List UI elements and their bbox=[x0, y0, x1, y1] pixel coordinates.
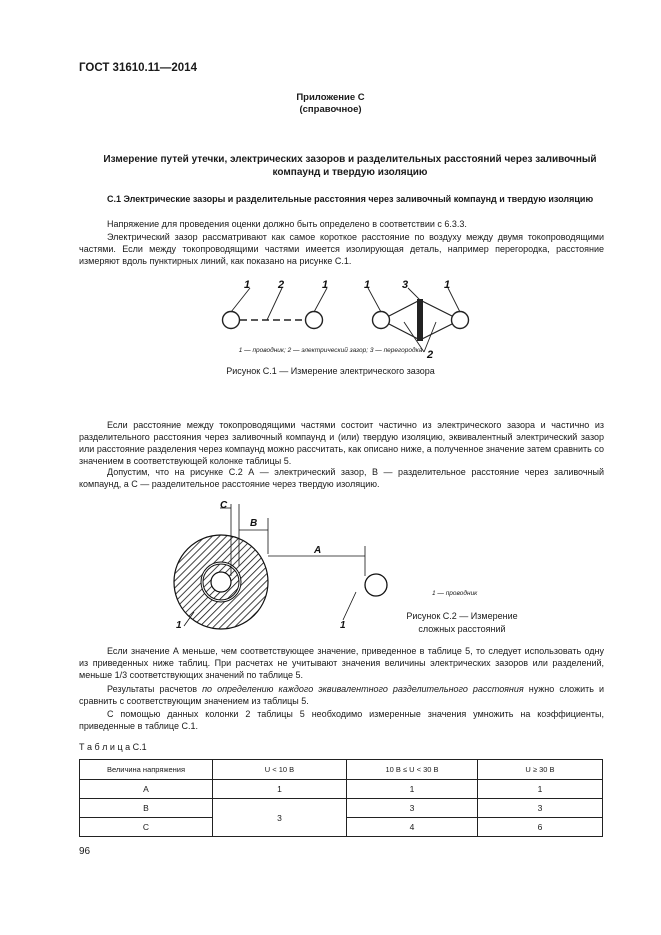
label-c: С bbox=[220, 500, 228, 511]
figure-c1-caption: Рисунок С.1 — Измерение электрического зазора bbox=[226, 366, 435, 376]
paragraph-2: Электрический зазор рассматривают как самое короткое расстояние по воздуху между двумя токопроводящими частями. Если между токопроводящими частями имеется изолирующая деталь, например перегородка, расстояние измеряют вдоль пунктирных линий, как показано на рисунке С.1. bbox=[79, 232, 604, 266]
table-cell-merged: 3 bbox=[213, 799, 347, 837]
table-header: U ≥ 30 В bbox=[478, 760, 603, 780]
figure-c1-legend: 1 — проводник; 2 — электрический зазор; 3 — перегородка bbox=[238, 347, 423, 354]
label-a: А bbox=[314, 545, 322, 556]
inner-conductor bbox=[211, 572, 231, 592]
paragraph-6-end: нужно сложить и сравнить с соответствующим значением из таблицы 5. bbox=[79, 684, 604, 706]
table-header: U < 10 В bbox=[213, 760, 347, 780]
table-cell: 1 bbox=[347, 780, 478, 799]
document-header: ГОСТ 31610.11—2014 bbox=[79, 62, 197, 74]
conductor-left bbox=[223, 312, 240, 329]
paragraph-5: Если значение А меньше, чем соответствующее значение, приведенное в таблице 5, то следует использовать одну из приведенных ниже таблиц. При расчетах не учитывают значения величины электрических зазоров или разделений, меньше 1/3 соответствующих значений по таблице 5. bbox=[79, 646, 604, 680]
table-header: 10 В ≤ U < 30 В bbox=[347, 760, 478, 780]
table-cell: 1 bbox=[213, 780, 347, 799]
paragraph-7: С помощью данных колонки 2 таблицы 5 необходимо измеренные значения умножить на коэффициенты, приведенные в таблице С.1. bbox=[79, 709, 604, 731]
table-cell: С bbox=[80, 818, 213, 837]
table-cell: 3 bbox=[478, 799, 603, 818]
table-header: Величина напряжения bbox=[80, 760, 213, 780]
label-1a: 1 bbox=[176, 620, 182, 631]
page-number: 96 bbox=[79, 846, 91, 857]
table-cell: В bbox=[80, 799, 213, 818]
paragraph-3: Если расстояние между токопроводящими частями состоит частично из электрического зазора и частично из разделительного расстояния через заливочный компаунд и (или) твердую изоляцию, эквивалентный электрический зазор или расстояние разделения через компаунд можно рассчитать, как описано ниже, а полученное значение затем сравнить со значением в соответствующей колонке таблицы 5. bbox=[79, 420, 604, 466]
table-header-row bbox=[80, 760, 603, 780]
paragraph-1: Напряжение для проведения оценки должно быть определено в соответствии с 6.3.3. bbox=[107, 219, 467, 229]
figure-c2-caption-line2: сложных расстояний bbox=[418, 624, 506, 634]
table-row bbox=[80, 780, 603, 799]
label-2b: 2 bbox=[427, 349, 434, 360]
label-2a: 2 bbox=[278, 279, 285, 291]
label-b: В bbox=[250, 518, 258, 529]
table-c1 bbox=[79, 759, 603, 837]
table-cell: 6 bbox=[478, 818, 603, 837]
paragraph-6-italic: по определению каждого эквивалентного разделительного расстояния bbox=[202, 684, 524, 694]
figure-c2-drawing bbox=[160, 496, 400, 636]
appendix-subtitle: (справочное) bbox=[299, 104, 362, 115]
label-1c: 1 bbox=[364, 279, 371, 291]
label-3: 3 bbox=[402, 279, 409, 291]
table-cell: 3 bbox=[347, 799, 478, 818]
paragraph-6-start: Результаты расчетов bbox=[107, 684, 203, 694]
appendix-title: Приложение С bbox=[296, 92, 365, 103]
paragraph-6 bbox=[79, 683, 604, 707]
label-1b: 1 bbox=[340, 620, 346, 631]
outer-conductor bbox=[365, 574, 387, 596]
section-heading: С.1 Электрические зазоры и разделительные расстояния через заливочный компаунд и твердую изоляцию bbox=[107, 194, 594, 204]
label-1a: 1 bbox=[244, 279, 251, 291]
table-row bbox=[80, 799, 603, 818]
barrier bbox=[417, 299, 423, 341]
table-cell: 4 bbox=[347, 818, 478, 837]
table-title: Т а б л и ц а С.1 bbox=[79, 742, 147, 752]
paragraph-4: Допустим, что на рисунке С.2 А — электрический зазор, В — разделительное расстояние через заливочный компаунд, а С — разделительное расстояние через твердую изоляцию. bbox=[79, 467, 604, 489]
label-1b: 1 bbox=[322, 279, 329, 291]
label-1d: 1 bbox=[444, 279, 451, 291]
conductor-right bbox=[306, 312, 323, 329]
figure-c2-caption-line1: Рисунок С.2 — Измерение bbox=[406, 611, 518, 621]
conductor-left-2 bbox=[373, 312, 390, 329]
conductor-right-2 bbox=[452, 312, 469, 329]
table-cell: 1 bbox=[478, 780, 603, 799]
appendix-heading: Измерение путей утечки, электрических зазоров и разделительных расстояний через заливочный компаунд и твердую изоляцию bbox=[103, 154, 597, 178]
table-cell: А bbox=[80, 780, 213, 799]
figure-c2-legend: 1 — проводник bbox=[432, 590, 478, 597]
